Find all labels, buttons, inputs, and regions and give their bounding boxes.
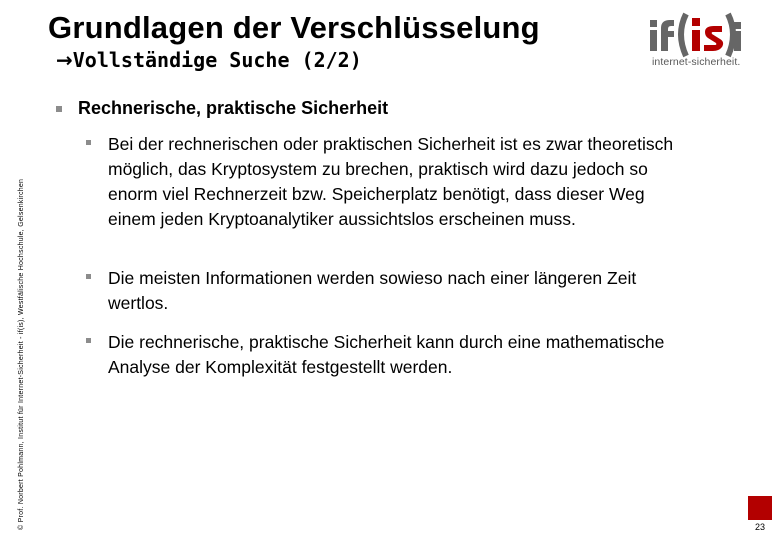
square-bullet-icon	[86, 274, 91, 279]
logo-caption: internet-sicherheit.	[652, 56, 741, 68]
slide-subtitle	[56, 48, 362, 72]
section-heading-text: Rechnerische, praktische Sicherheit	[78, 98, 389, 118]
list-item-text: Die meisten Informationen werden sowieso nach einer längeren Zeit wertlos.	[108, 268, 637, 313]
slide-title: Grundlagen der Verschlüsselung	[48, 10, 540, 45]
square-bullet-icon	[86, 140, 91, 145]
page-marker	[748, 496, 772, 520]
copyright-sidebar: © Prof. Norbert Pohlmann, Institut für Internet-Sicherheit - if(is), Westfälische Hochschule, Gelsenkirchen	[18, 178, 25, 530]
page-number: 23	[754, 522, 765, 532]
list-item-text: Bei der rechnerischen oder praktischen Sicherheit ist es zwar theoretisch möglich, das Kryptosystem zu brechen, praktisch wird dazu jedoch so enorm viel Rechnerzeit bzw. Speicherplatz benötigt, dass dieser Weg einem jeden Kryptoanalytiker aussichtslos erscheinen muss.	[108, 134, 674, 229]
arrow-right-icon: →	[56, 48, 73, 72]
square-bullet-icon	[56, 106, 62, 112]
square-bullet-icon	[86, 338, 91, 343]
list-item-text: Die rechnerische, praktische Sicherheit kann durch eine mathematische Analyse der Komplexität festgestellt werden.	[108, 332, 665, 377]
subtitle-text: Vollständige Suche (2/2)	[72, 48, 362, 72]
